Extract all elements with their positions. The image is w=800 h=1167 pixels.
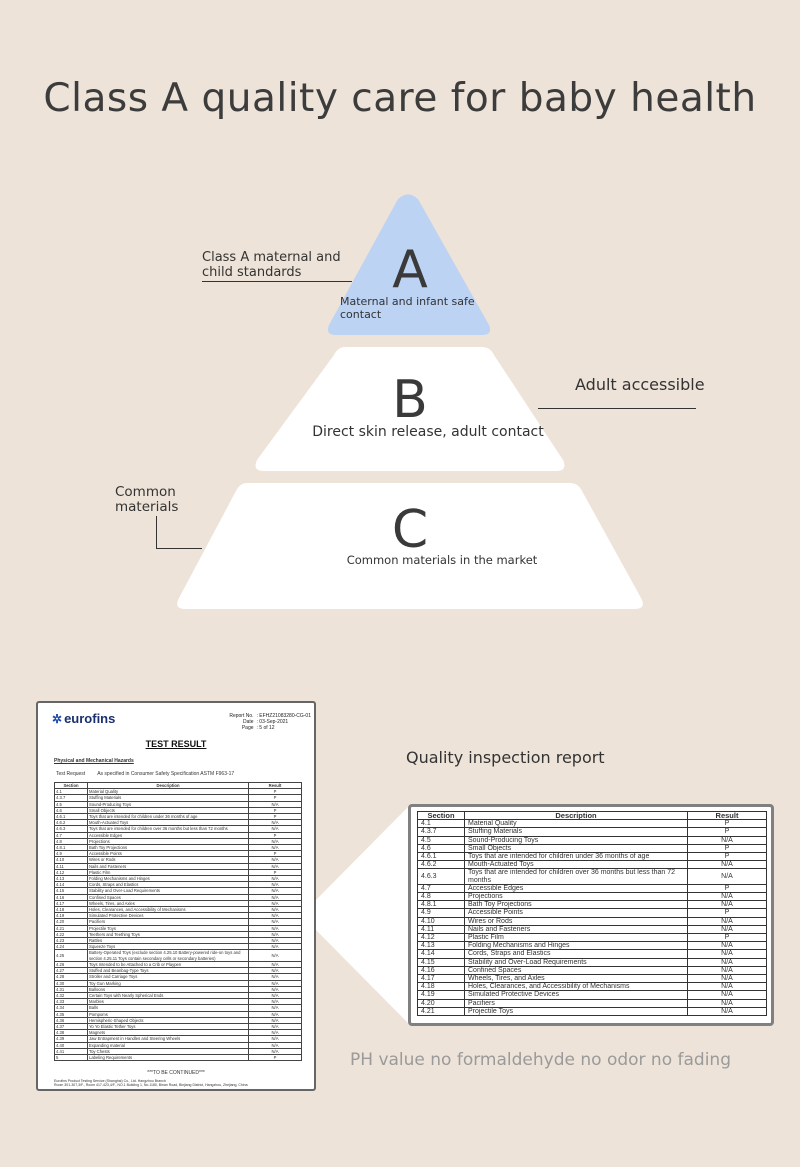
table-cell-section: 4.34 (55, 1005, 88, 1011)
table-cell-section: 4.22 (55, 931, 88, 937)
table-cell-section: 4.6.1 (55, 814, 88, 820)
table-cell-description: Holes, Clearances, and Accessibility of Mechanisms (465, 983, 688, 991)
table-cell-section: 4.35 (55, 1011, 88, 1017)
table-cell-result: N/A (249, 974, 302, 980)
table-cell-section: 4.15 (418, 958, 465, 966)
table-cell-section: 4.20 (55, 919, 88, 925)
table-row (418, 893, 767, 901)
table-cell-result: N/A (249, 925, 302, 931)
table-row (418, 983, 767, 991)
table-row (418, 836, 767, 844)
table-cell-section: 4.19 (55, 913, 88, 919)
table-cell-section: 4.13 (55, 876, 88, 882)
table-cell-section: 4.15 (55, 888, 88, 894)
table-cell-description: Projectile Toys (465, 1007, 688, 1015)
table-cell-section: 4.3.7 (418, 828, 465, 836)
table-cell-section: 4.6.3 (418, 869, 465, 884)
table-row (418, 999, 767, 1007)
table-cell-result: N/A (249, 820, 302, 826)
table-cell-description: Pacifiers (465, 999, 688, 1007)
table-row (418, 820, 767, 828)
table-cell-description: Material Quality (465, 820, 688, 828)
table-cell-result: N/A (249, 876, 302, 882)
table-row (418, 925, 767, 933)
table-cell-description: Battery-Operated Toys (exclude section 4.25.10 Battery-powered ride-on toys and section 4.25.11 Toys contain secondary cells or secondary batteries) (88, 950, 249, 961)
table-cell-description: Rattles (88, 938, 249, 944)
table-cell-section: 4.31 (55, 986, 88, 992)
report-heading: TEST RESULT (145, 739, 207, 749)
table-cell-section: 4.6.3 (55, 826, 88, 832)
table-cell-result: N/A (688, 1007, 767, 1015)
table-cell-section: 4.9 (55, 851, 88, 857)
table-cell-result: P (688, 934, 767, 942)
table-cell-description: Small Objects (88, 807, 249, 813)
level-a-letter: A (392, 240, 428, 300)
table-row (55, 950, 302, 961)
table-cell-description: Pompoms (88, 1011, 249, 1017)
table-cell-result: N/A (249, 907, 302, 913)
table-cell-section: 4.28 (55, 974, 88, 980)
table-cell-section: 4.32 (55, 992, 88, 998)
table-cell-section: 4.17 (418, 975, 465, 983)
table-cell-section: 4.6.2 (55, 820, 88, 826)
table-cell-section: 4.20 (418, 999, 465, 1007)
table-row (418, 844, 767, 852)
table-cell-section: 4.16 (55, 894, 88, 900)
table-cell-section: 4.9 (418, 909, 465, 917)
table-cell-result: N/A (688, 942, 767, 950)
table-cell-section: 4.17 (55, 900, 88, 906)
table-row (418, 901, 767, 909)
test-report-document (36, 701, 316, 1091)
table-cell-section: 4.26 (55, 961, 88, 967)
table-cell-description: Balloons (88, 986, 249, 992)
table-cell-result: P (249, 869, 302, 875)
eurofins-logo-icon: ✲ (52, 712, 63, 726)
table-cell-result: N/A (249, 845, 302, 851)
table-cell-description: Accessible Edges (88, 832, 249, 838)
table-cell-description: Stroller and Carriage Toys (88, 974, 249, 980)
table-cell-description: Yo Yo Elastic Tether Toys (88, 1023, 249, 1029)
report-continued: ***TO BE CONTINUED*** (147, 1070, 205, 1076)
table-cell-section: 5 (55, 1054, 88, 1060)
table-row (418, 958, 767, 966)
table-cell-description: Wires or Rods (465, 917, 688, 925)
table-cell-result: N/A (249, 944, 302, 950)
report-subheading: Physical and Mechanical Hazards (54, 758, 134, 764)
table-cell-section: 4.18 (55, 907, 88, 913)
test-request: Test Request As specified in Consumer Safety Specification ASTM F963-17 (56, 771, 235, 777)
table-cell-result: N/A (688, 893, 767, 901)
table-cell-result: N/A (249, 913, 302, 919)
table-cell-result: N/A (249, 968, 302, 974)
table-cell-section: 4.8.1 (418, 901, 465, 909)
table-cell-description: Mouth-Actuated Toys (88, 820, 249, 826)
table-cell-result: N/A (249, 992, 302, 998)
table-row (418, 991, 767, 999)
table-cell-result: N/A (249, 1042, 302, 1048)
table-cell-description: Simulated Protective Devices (465, 991, 688, 999)
table-cell-description: Pacifiers (88, 919, 249, 925)
table-cell-section: 4.37 (55, 1023, 88, 1029)
table-cell-description: Toy Chests (88, 1048, 249, 1054)
table-cell-result: N/A (249, 999, 302, 1005)
table-cell-description: Bath Toy Projections (465, 901, 688, 909)
table-cell-description: Material Quality (88, 789, 249, 795)
table-cell-description: Certain Toys with Nearly Spherical Ends (88, 992, 249, 998)
table-cell-description: Confined Spaces (465, 966, 688, 974)
table-cell-description: Accessible Edges (465, 884, 688, 892)
table-cell-description: Marbles (88, 999, 249, 1005)
level-b-description: Direct skin release, adult contact (312, 424, 544, 440)
table-row (418, 869, 767, 884)
level-c-letter: C (391, 500, 429, 560)
table-row (418, 853, 767, 861)
table-cell-description: Balls (88, 1005, 249, 1011)
table-cell-result: N/A (249, 1017, 302, 1023)
table-cell-result: N/A (688, 975, 767, 983)
table-cell-result: N/A (249, 938, 302, 944)
label-class-a: Class A maternal and child standards (202, 250, 341, 280)
label-common-materials: Common materials (115, 484, 179, 515)
table-cell-description: Projectile Toys (88, 925, 249, 931)
report-meta: Report No. : EFHZ21083280-CG-01 Date : 03-Sep-2021 Page : 5 of 12 (229, 713, 311, 731)
table-row (418, 942, 767, 950)
table-row (418, 1007, 767, 1015)
table-cell-result: N/A (249, 931, 302, 937)
eurofins-logo: ✲ eurofins (52, 711, 116, 726)
zoomed-results-table: Section Description Result 4.1 Material Quality P 4.3.7 Stuffing Materials P 4.5 Sound-Producing Toys N/A 4.6 Small Objects P 4.6.1 Toys that are intended for children under 36 months of age P 4.6.2 Mouth-Actuated Toys N/A 4.6.3 Toys that are intended for children over 36 months but less than 72 months N/A 4.7 Accessible Edges P 4.8 Projections N/A 4.8.1 Bath Toy Projections N/A 4.9 Accessible Points P 4.10 Wires or Rods N/A 4.11 Nails and Fasteners N/A 4.12 Plastic Film P 4.13 Folding Mechanisms and Hinges N/A 4.14 Cords, Straps and Elastics N/A 4.15 Stability and Over-Load Requirements N/A 4.16 Confined Spaces N/A 4.17 Wheels, Tires, and Axles N/A 4.18 Holes, Clearances, and Accessibility of Mechanisms N/A 4.19 Simulated Protective Devices N/A 4.20 Pacifiers N/A 4.21 Projectile Toys N/A (417, 811, 767, 1016)
table-cell-section: 4.11 (418, 925, 465, 933)
table-cell-result: N/A (688, 869, 767, 884)
table-cell-result: P (688, 844, 767, 852)
table-cell-description: Wheels, Tires, and Axles (88, 900, 249, 906)
table-cell-description: Plastic Film (465, 934, 688, 942)
table-cell-description: Toys that are intended for children over 36 months but less than 72 months (465, 869, 688, 884)
table-cell-result: N/A (249, 986, 302, 992)
table-cell-section: 4.6 (55, 807, 88, 813)
table-cell-section: 4.19 (418, 991, 465, 999)
table-cell-result: P (249, 795, 302, 801)
table-cell-description: Sound-Producing Toys (88, 801, 249, 807)
table-cell-result: N/A (249, 863, 302, 869)
table-cell-description: Plastic Film (88, 869, 249, 875)
table-cell-section: 4.7 (418, 884, 465, 892)
table-row (418, 909, 767, 917)
table-cell-description: Small Objects (465, 844, 688, 852)
table-cell-section: 4.21 (55, 925, 88, 931)
table-cell-description: Toys that are intended for children over 36 months but less than 72 months (88, 826, 249, 832)
table-cell-section: 4.6 (418, 844, 465, 852)
table-cell-result: N/A (688, 917, 767, 925)
table-cell-description: Toy Gun Marking (88, 980, 249, 986)
table-cell-description: Toys Intended to be Attached to a Crib or Playpen (88, 961, 249, 967)
table-cell-description: Cords, Straps and Elastics (465, 950, 688, 958)
table-cell-result: P (688, 828, 767, 836)
table-cell-description: Hemispheric-Shaped Objects (88, 1017, 249, 1023)
table-cell-section: 4.10 (418, 917, 465, 925)
table-cell-description: Wires or Rods (88, 857, 249, 863)
table-cell-result: N/A (249, 900, 302, 906)
table-cell-result: P (249, 814, 302, 820)
level-a-description: Maternal and infant safe contact (340, 295, 475, 321)
table-cell-description: Magnets (88, 1030, 249, 1036)
table-cell-result: N/A (688, 991, 767, 999)
table-cell-result: N/A (249, 980, 302, 986)
table-cell-result: N/A (249, 1023, 302, 1029)
table-cell-section: 4.1 (55, 789, 88, 795)
table-cell-result: N/A (688, 958, 767, 966)
page-title: Class A quality care for baby health (43, 76, 757, 121)
table-cell-result: N/A (249, 888, 302, 894)
table-cell-result: N/A (249, 826, 302, 832)
table-cell-description: Stability and Over-Load Requirements (88, 888, 249, 894)
table-cell-description: Projections (465, 893, 688, 901)
table-cell-description: Projections (88, 838, 249, 844)
table-cell-result: P (688, 820, 767, 828)
table-cell-result: P (688, 853, 767, 861)
table-cell-section: 4.6.2 (418, 861, 465, 869)
table-cell-result: P (249, 1054, 302, 1060)
table-cell-result: P (249, 807, 302, 813)
table-cell-result: P (688, 909, 767, 917)
table-cell-section: 4.39 (55, 1036, 88, 1042)
table-cell-result: N/A (249, 882, 302, 888)
table-cell-description: Teethers and Teething Toys (88, 931, 249, 937)
report-results-table: Section Description Result 4.1 Material Quality P 4.3.7 Stuffing Materials P 4.5 Sound-Producing Toys N/A 4.6 Small Objects P 4.6.1 Toys that are intended for children under 36 months of age P 4.6.2 Mouth-Actuated Toys N/A 4.6.3 Toys that are intended for children over 36 months but less than 72 months N/A 4.7 Accessible Edges P 4.8 Projections N/A 4.8.1 Bath Toy Projections N/A 4.9 Accessible Points P 4.10 Wires or Rods N/A 4.11 Nails and Fasteners N/A 4.12 Plastic Film P 4.13 Folding Mechanisms and Hinges N/A 4.14 Cords, Straps and Elastics N/A 4.15 Stability and Over-Load Requirements N/A 4.16 Confined Spaces N/A 4.17 Wheels, Tires, and Axles N/A 4.18 Holes, Clearances, and Accessibility of Mechanisms N/A 4.19 Simulated Protective Devices N/A 4.20 Pacifiers N/A 4.21 Projectile Toys N/A 4.22 Teethers and Teething Toys N/A 4.23 Rattles N/A 4.24 Squeeze Toys N/A 4.25 Battery-Operated Toys (exclude section 4.25.10 Battery-powered ride-on toys and section 4.25.11 Toys contain secondary cells or secondary batteries) N/A 4.26 Toys Intended to be Attached to a Crib or Playpen N/A 4.27 Stuffed and Beanbag-Type Toys N/A 4.28 Stroller and Carriage Toys N/A 4.30 Toy Gun Marking N/A 4.31 Balloons N/A 4.32 Certain Toys with Nearly Spherical Ends N/A 4.33 Marbles N/A 4.34 Balls N/A 4.35 Pompoms N/A 4.36 Hemispheric-Shaped Objects N/A 4.37 Yo Yo Elastic Tether Toys N/A 4.38 Magnets N/A 4.39 Jaw Entrapment in Handles and Steering Wheels N/A 4.40 Expanding material N/A 4.41 Toy Chests N/A 5 Labeling Requirements P (54, 782, 302, 1061)
table-cell-section: 4.5 (418, 836, 465, 844)
table-cell-description: Stuffed and Beanbag-Type Toys (88, 968, 249, 974)
table-row (418, 975, 767, 983)
table-cell-result: N/A (249, 1036, 302, 1042)
table-cell-result: N/A (249, 1005, 302, 1011)
table-cell-section: 4.16 (418, 966, 465, 974)
table-cell-result: N/A (688, 925, 767, 933)
table-cell-section: 4.8 (418, 893, 465, 901)
table-cell-section: 4.12 (55, 869, 88, 875)
table-cell-result: N/A (688, 950, 767, 958)
table-cell-result: P (688, 884, 767, 892)
table-cell-section: 4.14 (55, 882, 88, 888)
table-row (418, 861, 767, 869)
table-cell-section: 4.8.1 (55, 845, 88, 851)
table-cell-section: 4.6.1 (418, 853, 465, 861)
table-cell-section: 4.40 (55, 1042, 88, 1048)
table-cell-result: N/A (249, 801, 302, 807)
table-cell-section: 4.21 (418, 1007, 465, 1015)
table-cell-section: 4.30 (55, 980, 88, 986)
table-cell-section: 4.36 (55, 1017, 88, 1023)
table-cell-description: Labeling Requirements (88, 1054, 249, 1060)
table-cell-description: Accessible Points (465, 909, 688, 917)
table-cell-result: N/A (249, 857, 302, 863)
table-cell-section: 4.27 (55, 968, 88, 974)
table-cell-description: Holes, Clearances, and Accessibility of Mechanisms (88, 907, 249, 913)
table-row (418, 917, 767, 925)
table-cell-description: Wheels, Tires, and Axles (465, 975, 688, 983)
table-cell-section: 4.7 (55, 832, 88, 838)
table-cell-description: Mouth-Actuated Toys (465, 861, 688, 869)
table-cell-description: Expanding material (88, 1042, 249, 1048)
table-cell-result: P (249, 789, 302, 795)
table-cell-section: 4.1 (418, 820, 465, 828)
table-cell-result: N/A (249, 1048, 302, 1054)
table-cell-section: 4.3.7 (55, 795, 88, 801)
table-cell-result: N/A (249, 894, 302, 900)
table-cell-description: Folding Mechanisms and Hinges (88, 876, 249, 882)
table-cell-section: 4.13 (418, 942, 465, 950)
table-cell-section: 4.5 (55, 801, 88, 807)
table-row (418, 950, 767, 958)
table-cell-section: 4.11 (55, 863, 88, 869)
table-cell-result: N/A (249, 950, 302, 961)
table-cell-description: Toys that are intended for children under 36 months of age (465, 853, 688, 861)
table-cell-section: 4.38 (55, 1030, 88, 1036)
table-cell-result: N/A (688, 836, 767, 844)
table-cell-section: 4.33 (55, 999, 88, 1005)
table-cell-description: Folding Mechanisms and Hinges (465, 942, 688, 950)
table-cell-description: Nails and Fasteners (465, 925, 688, 933)
table-cell-result: N/A (249, 961, 302, 967)
table-cell-description: Jaw Entrapment in Handles and Steering Wheels (88, 1036, 249, 1042)
table-cell-description: Sound-Producing Toys (465, 836, 688, 844)
table-cell-description: Stuffing Materials (465, 828, 688, 836)
table-cell-section: 4.25 (55, 950, 88, 961)
table-cell-section: 4.14 (418, 950, 465, 958)
table-cell-section: 4.8 (55, 838, 88, 844)
table-cell-section: 4.24 (55, 944, 88, 950)
table-row (418, 884, 767, 892)
report-footer: Eurofins Product Testing Service (Shanghai) Co., Ltd. Hangzhou Branch Room 301-307,3/F., Room 417-423,4/F., NO.1 Building 1, No.1180, Binan Road, Binjiang District, Hangzhou, Zhejiang, China (54, 1079, 248, 1087)
label-adult-accessible: Adult accessible (575, 375, 705, 394)
level-c-description: Common materials in the market (346, 553, 538, 567)
table-cell-result: N/A (688, 901, 767, 909)
table-cell-section: 4.23 (55, 938, 88, 944)
table-cell-description: Cords, Straps and Elastics (88, 882, 249, 888)
table-cell-description: Confined Spaces (88, 894, 249, 900)
table-row (418, 934, 767, 942)
level-b-letter: B (392, 370, 428, 430)
table-cell-section: 4.18 (418, 983, 465, 991)
table-cell-result: N/A (249, 1011, 302, 1017)
table-cell-section: 4.41 (55, 1048, 88, 1054)
table-cell-description: Bath Toy Projections (88, 845, 249, 851)
table-cell-result: P (249, 832, 302, 838)
table-cell-result: N/A (688, 861, 767, 869)
table-row (418, 828, 767, 836)
table-cell-description: Squeeze Toys (88, 944, 249, 950)
table-cell-description: Stuffing Materials (88, 795, 249, 801)
table-cell-result: P (249, 851, 302, 857)
table-cell-description: Nails and Fasteners (88, 863, 249, 869)
table-cell-result: N/A (688, 966, 767, 974)
table-cell-result: N/A (688, 983, 767, 991)
table-cell-result: N/A (249, 1030, 302, 1036)
table-cell-result: N/A (249, 838, 302, 844)
table-row (55, 1054, 302, 1060)
table-row (418, 966, 767, 974)
table-cell-result: N/A (688, 999, 767, 1007)
table-cell-result: N/A (249, 919, 302, 925)
table-cell-description: Stability and Over-Load Requirements (465, 958, 688, 966)
table-cell-section: 4.12 (418, 934, 465, 942)
report-caption: Quality inspection report (406, 748, 605, 767)
table-cell-section: 4.10 (55, 857, 88, 863)
report-zoom-panel (408, 804, 774, 1026)
footer-caption: PH value no formaldehyde no odor no fading (350, 1050, 731, 1070)
table-cell-description: Simulated Protective Devices (88, 913, 249, 919)
table-cell-description: Accessible Points (88, 851, 249, 857)
table-cell-description: Toys that are intended for children under 36 months of age (88, 814, 249, 820)
